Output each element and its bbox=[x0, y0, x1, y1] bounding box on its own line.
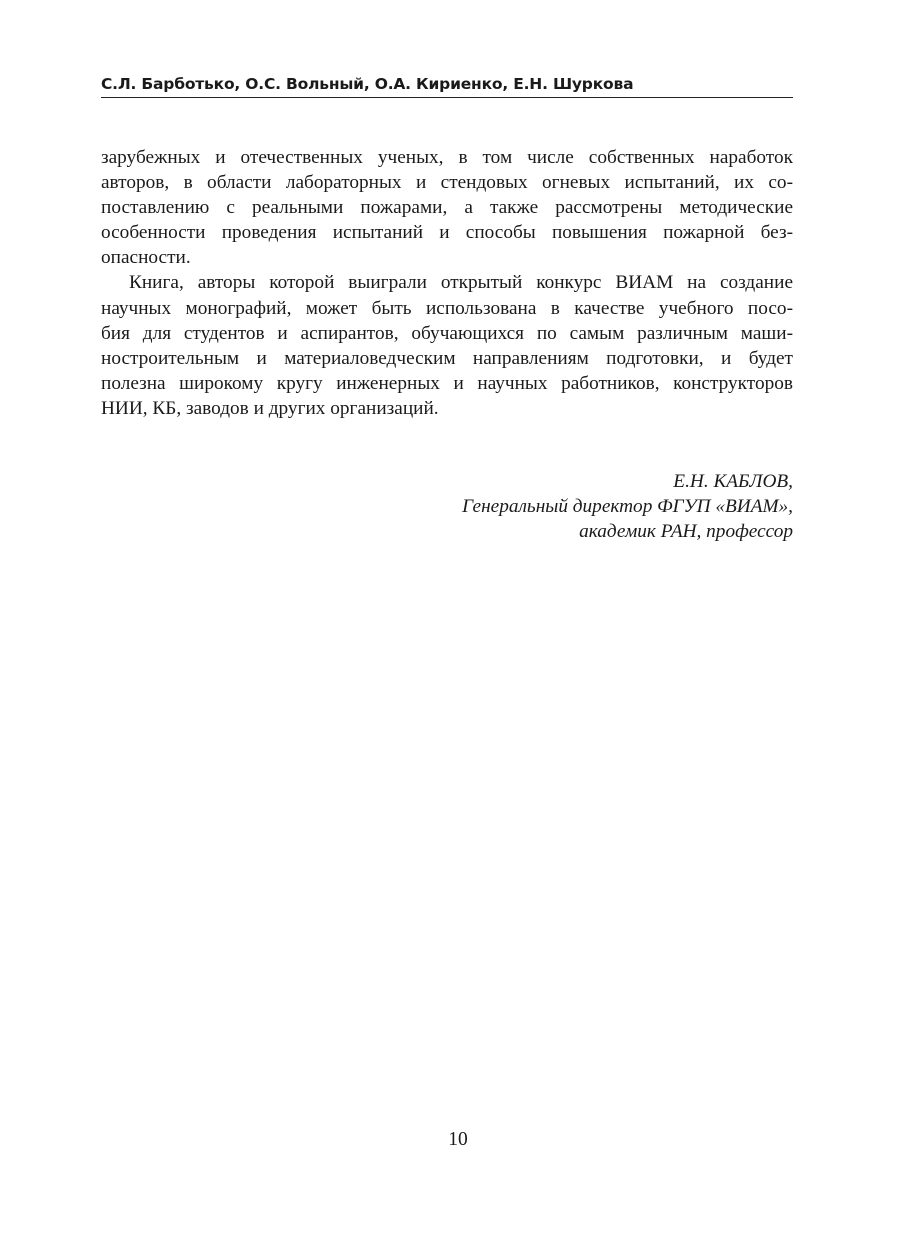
header-rule bbox=[101, 97, 793, 98]
text-line: зарубежных и отечественных ученых, в том числе собственных наработок bbox=[101, 147, 793, 168]
text-line: особенности проведения испытаний и способы повышения пожарной без- bbox=[101, 222, 793, 244]
running-head-authors: С.Л. Барботько, О.С. Вольный, О.А. Кириенко, Е.Н. Шуркова bbox=[101, 75, 634, 93]
text-line: НИИ, КБ, заводов и других организаций. bbox=[101, 397, 439, 419]
text-line: поставлению с реальными пожарами, а также рассмотрены методические bbox=[101, 197, 793, 219]
signature-name: Е.Н. КАБЛОВ, bbox=[673, 471, 793, 492]
page-number: 10 bbox=[448, 1129, 468, 1150]
body-text bbox=[101, 145, 793, 421]
text-line: авторов, в области лабораторных и стендовых огневых испытаний, их со- bbox=[101, 172, 793, 194]
signature-title: академик РАН, профессор bbox=[579, 521, 793, 543]
text-line: ностроительным и материаловедческим направлениям подготовки, и будет bbox=[101, 347, 793, 369]
paragraph-2 bbox=[101, 270, 793, 421]
paragraph-1 bbox=[101, 145, 793, 270]
text-line: опасности. bbox=[101, 247, 191, 269]
text-line: научных монографий, может быть использована в качестве учебного посо- bbox=[101, 297, 793, 319]
signature-block bbox=[462, 469, 793, 544]
text-line: бия для студентов и аспирантов, обучающихся по самым различным маши- bbox=[101, 322, 793, 344]
text-line: Книга, авторы которой выиграли открытый конкурс ВИАМ на создание bbox=[129, 272, 793, 294]
text-line: полезна широкому кругу инженерных и научных работников, конструкторов bbox=[101, 372, 793, 394]
signature-position: Генеральный директор ФГУП «ВИАМ», bbox=[462, 496, 793, 518]
